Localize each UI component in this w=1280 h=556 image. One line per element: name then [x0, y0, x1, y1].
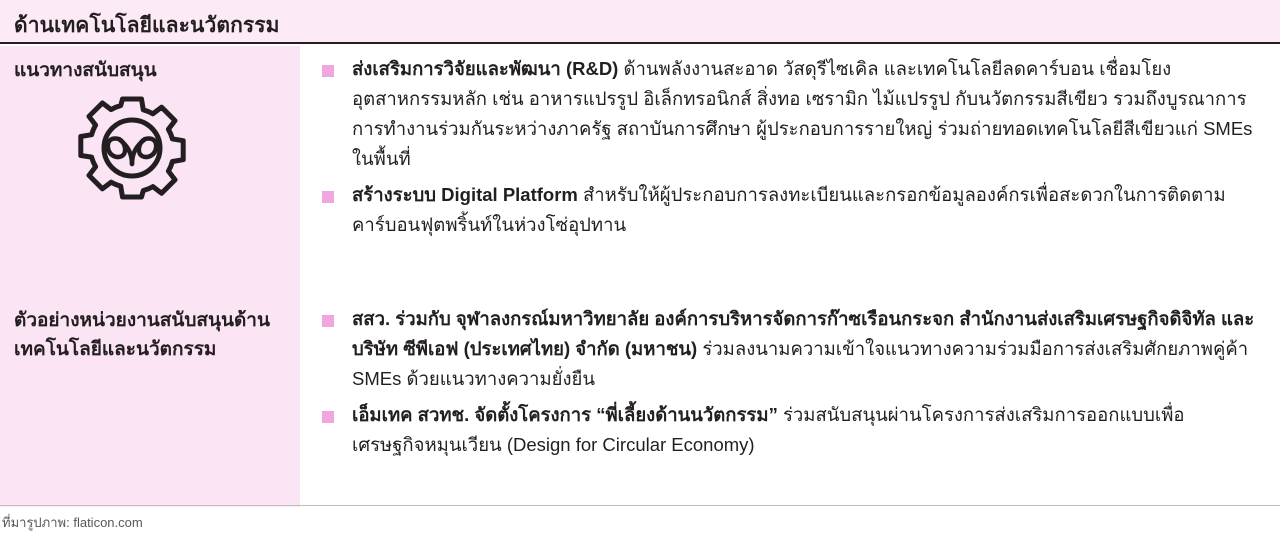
- bullet-list: [314, 304, 1256, 460]
- bullet-body-text: ด้านพลังงานสะอาด วัสดุรีไซเคิล และเทคโนโลยีลดคาร์บอน เชื่อมโยงอุตสาหกรรมหลัก เช่น อาหารแปรรูป อิเล็กทรอนิกส์ สิ่งทอ เซรามิก ไม้แปรรูป กับนวัตกรรมสีเขียว รวมถึงบูรณาการการทำงานร่วมกันระหว่างภาครัฐ สถาบันการศึกษา ผู้ประกอบการรายใหญ่ ร่วมถ่ายทอดเทคโนโลยีสีเขียวแก่ SMEs ในพื้นที่: [352, 58, 1253, 169]
- row-label: ตัวอย่างหน่วยงานสนับสนุนด้านเทคโนโลยีและนวัตกรรม: [14, 310, 270, 361]
- list-item: [314, 304, 1256, 394]
- list-item: [314, 180, 1256, 240]
- bullet-lead-text: สสว. ร่วมกับ จุฬาลงกรณ์มหาวิทยาลัย องค์การบริหารจัดการก๊าซเรือนกระจก สำนักงานส่งเสริมเศรษฐกิจดิจิทัล และบริษัท ซีพีเอฟ (ประเทศไทย) จำกัด (มหาชน): [352, 308, 1255, 359]
- content-table: [0, 46, 1280, 507]
- bullet-body-text: ร่วมลงนามความเข้าใจแนวทางความร่วมมือการส่งเสริมศักยภาพคู่ค้า SMEs ด้วยแนวทางความยั่งยืน: [352, 337, 1249, 389]
- table-row: [0, 296, 1280, 507]
- list-item: [314, 54, 1256, 174]
- bullet-lead-text: ส่งเสริมการวิจัยและพัฒนา (R&D): [352, 58, 619, 79]
- list-item: [314, 400, 1256, 460]
- bullet-list: [314, 54, 1256, 240]
- bullet-lead-text: สร้างระบบ Digital Platform: [352, 183, 578, 205]
- bullet-square-icon: [322, 65, 334, 77]
- row-label-cell: [0, 46, 300, 296]
- bullet-square-icon: [322, 315, 334, 327]
- row-label-cell: [0, 296, 300, 507]
- footer-divider: [0, 505, 1280, 506]
- bullet-body-text: ร่วมสนับสนุนผ่านโครงการส่งเสริมการออกแบบเพื่อเศรษฐกิจหมุนเวียน (Design for Circular Economy): [352, 403, 1185, 455]
- image-credit: ที่มารูปภาพ: flaticon.com: [2, 515, 143, 530]
- bullet-square-icon: [322, 191, 334, 203]
- row-content-cell: [300, 296, 1280, 507]
- table-row: [0, 46, 1280, 296]
- table-header-band: [0, 0, 1280, 44]
- bullet-lead-text: เอ็มเทค สวทช. จัดตั้งโครงการ “พี่เลี้ยงด้านนวัตกรรม”: [352, 403, 778, 425]
- row-content-cell: [300, 46, 1280, 296]
- row-label: แนวทางสนับสนุน: [14, 60, 157, 81]
- gear-leaf-icon: [78, 94, 186, 202]
- page-title: ด้านเทคโนโลยีและนวัตกรรม: [14, 14, 280, 37]
- bullet-square-icon: [322, 411, 334, 423]
- bullet-body-text: สำหรับให้ผู้ประกอบการลงทะเบียนและกรอกข้อมูลองค์กรเพื่อสะดวกในการติดตามคาร์บอนฟุตพริ้นท์ในห่วงโซ่อุปทาน: [352, 183, 1226, 235]
